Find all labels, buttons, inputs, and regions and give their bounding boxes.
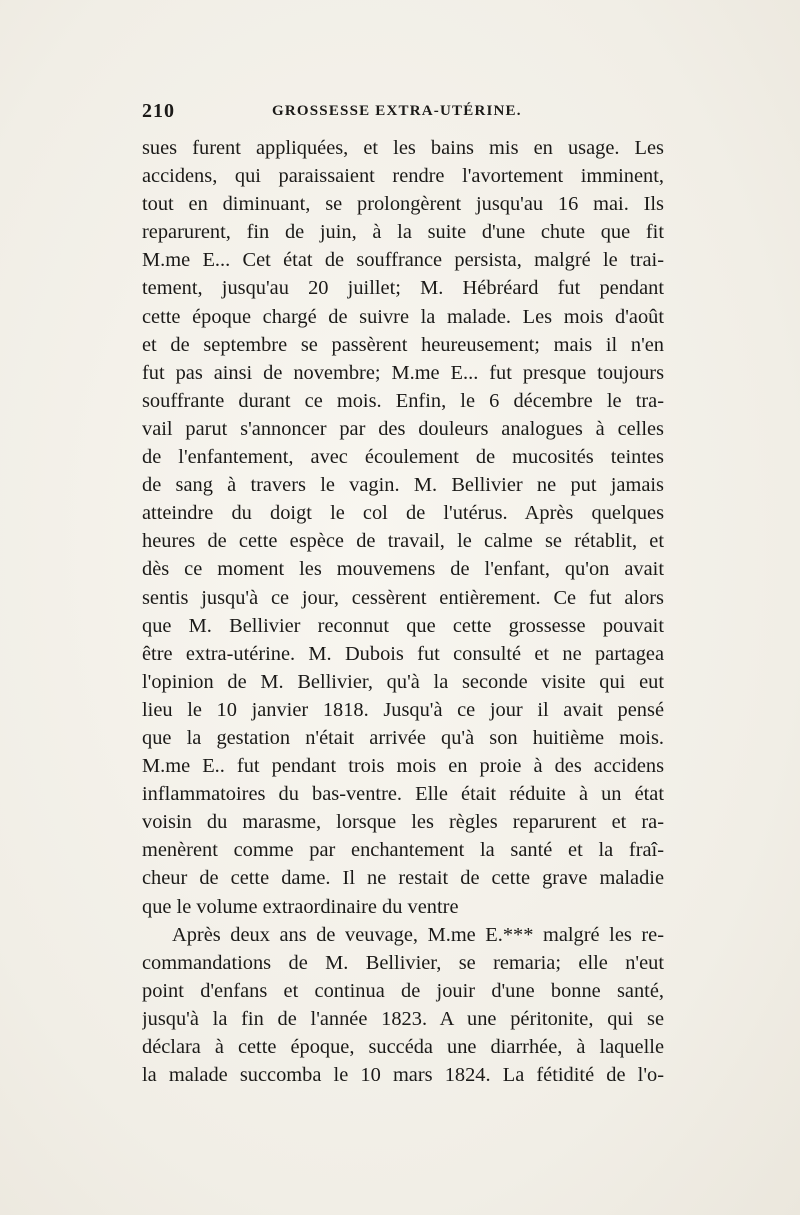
text-line: que M. Bellivier reconnut que cette grossesse pouvait (142, 614, 664, 637)
text-line: la malade succomba le 10 mars 1824. La fétidité de l'o- (142, 1064, 664, 1087)
body-text (142, 134, 664, 1089)
text-line: fut pas ainsi de novembre; M.me E... fut presque toujours (142, 361, 664, 384)
text-line: souffrante durant ce mois. Enfin, le 6 décembre le tra- (142, 389, 664, 412)
text-line: atteindre du doigt le col de l'utérus. Après quelques (142, 502, 664, 525)
text-line: dès ce moment les mouvemens de l'enfant, qu'on avait (142, 558, 664, 581)
text-line: de sang à travers le vagin. M. Bellivier ne put jamais (142, 474, 664, 497)
text-line: inflammatoires du bas-ventre. Elle était réduite à un état (142, 783, 664, 806)
text-line: tement, jusqu'au 20 juillet; M. Hébréard fut pendant (142, 277, 664, 300)
text-line: de l'enfantement, avec écoulement de mucosités teintes (142, 446, 664, 469)
paragraph-start-line: Après deux ans de veuvage, M.me E.*** malgré les re- (172, 923, 664, 946)
text-line: que la gestation n'était arrivée qu'à son huitième mois. (142, 726, 664, 749)
text-line: heures de cette espèce de travail, le calme se rétablit, et (142, 530, 664, 553)
text-line: menèrent comme par enchantement la santé et la fraî- (142, 839, 664, 862)
text-line: commandations de M. Bellivier, se remaria; elle n'eut (142, 951, 664, 974)
text-line: sentis jusqu'à ce jour, cessèrent entièrement. Ce fut alors (142, 586, 664, 609)
text-line: et de septembre se passèrent heureusement; mais il n'en (142, 333, 664, 356)
text-line: M.me E.. fut pendant trois mois en proie à des accidens (142, 755, 664, 778)
text-line: lieu le 10 janvier 1818. Jusqu'à ce jour il avait pensé (142, 698, 664, 721)
text-line: tout en diminuant, se prolongèrent jusqu'au 16 mai. Ils (142, 193, 664, 216)
text-line: que le volume extraordinaire du ventre (142, 895, 459, 918)
running-title: GROSSESSE EXTRA-UTÉRINE. (272, 103, 522, 119)
text-line: cheur de cette dame. Il ne restait de cette grave maladie (142, 867, 664, 890)
text-line: l'opinion de M. Bellivier, qu'à la seconde visite qui eut (142, 670, 664, 693)
text-line: jusqu'à la fin de l'année 1823. A une péritonite, qui se (142, 1007, 664, 1030)
text-line: sues furent appliquées, et les bains mis en usage. Les (142, 137, 664, 159)
text-line: voisin du marasme, lorsque les règles reparurent et ra- (142, 811, 664, 834)
text-line: déclara à cette époque, succéda une diarrhée, à laquelle (142, 1036, 664, 1058)
text-line: point d'enfans et continua de jouir d'une bonne santé, (142, 979, 664, 1002)
text-line: reparurent, fin de juin, à la suite d'une chute que fit (142, 221, 664, 244)
text-line: vail parut s'annoncer par des douleurs analogues à celles (142, 417, 664, 440)
page-number: 210 (142, 100, 175, 122)
text-line: accidens, qui paraissaient rendre l'avortement imminent, (142, 165, 664, 188)
page-header (142, 100, 664, 130)
text-line: cette époque chargé de suivre la malade. Les mois d'août (142, 305, 664, 328)
text-line: M.me E... Cet état de souffrance persista, malgré le trai- (142, 249, 664, 272)
text-line: être extra-utérine. M. Dubois fut consulté et ne partagea (142, 642, 664, 665)
